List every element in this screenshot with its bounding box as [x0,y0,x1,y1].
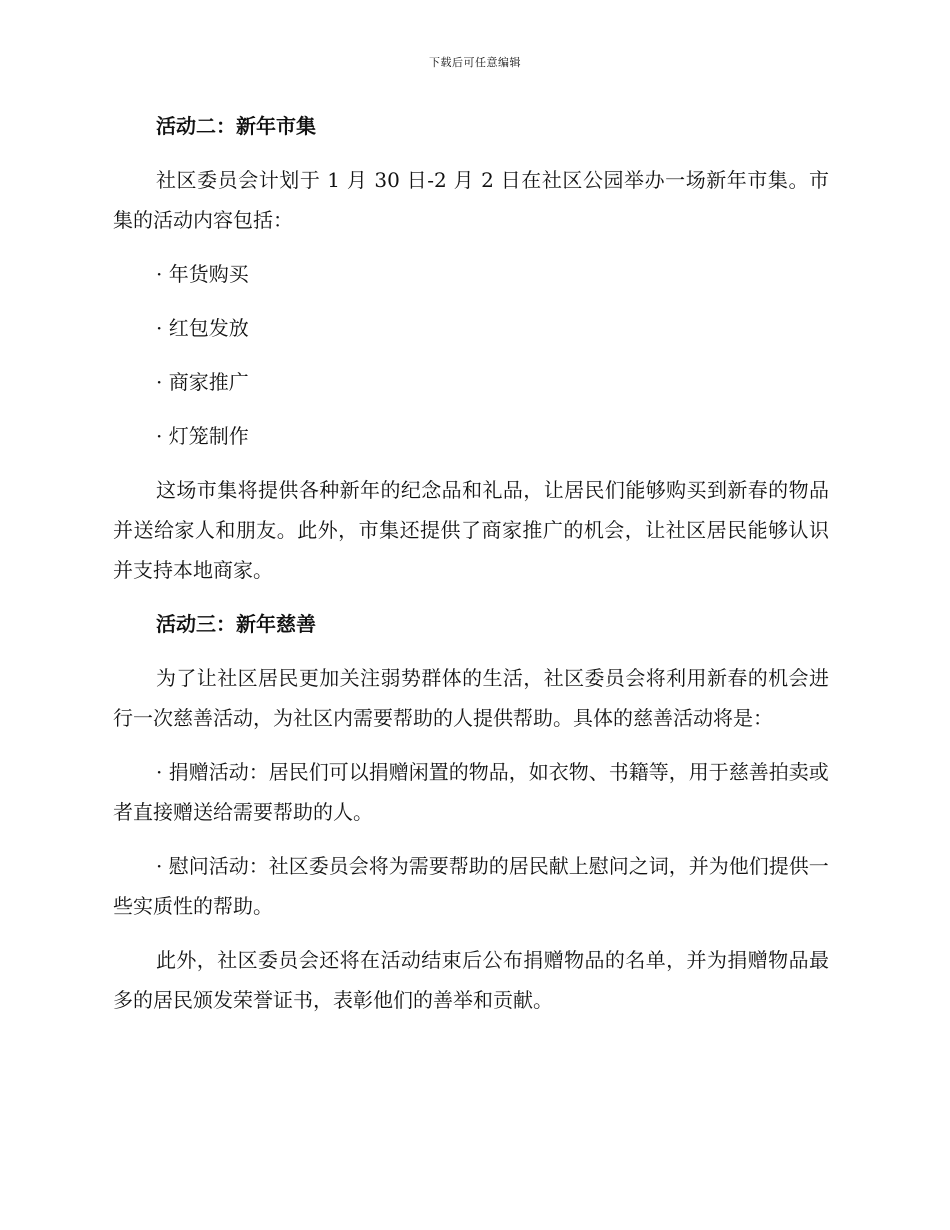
section-heading-market: 活动二：新年市集 [156,114,316,138]
charity-intro-paragraph: 为了让社区居民更加关注弱势群体的生活，社区委员会将利用新春的机会进行一次慈善活动，为社区内需要帮助的人提供帮助。具体的慈善活动将是： [113,666,829,730]
market-item-red-envelopes: · 红包发放 [156,316,249,340]
document-body [113,106,829,1034]
market-intro-paragraph: 社区委员会计划于 1 月 30 日-2 月 2 日在社区公园举办一场新年市集。市集的活动内容包括： [113,168,829,232]
page-header: 下载后可任意编辑 [429,56,521,69]
market-item-new-year-goods: · 年货购买 [156,262,249,286]
market-item-lantern-making: · 灯笼制作 [156,424,249,448]
charity-item-visits: · 慰问活动：社区委员会将为需要帮助的居民献上慰问之词，并为他们提供一些实质性的帮助。 [113,854,829,918]
charity-summary-paragraph: 此外，社区委员会还将在活动结束后公布捐赠物品的名单，并为捐赠物品最多的居民颁发荣誉证书，表彰他们的善举和贡献。 [113,948,829,1012]
section-heading-charity: 活动三：新年慈善 [156,612,316,636]
market-item-merchant-promotion: · 商家推广 [156,370,249,394]
market-summary-paragraph: 这场市集将提供各种新年的纪念品和礼品，让居民们能够购买到新春的物品并送给家人和朋友。此外，市集还提供了商家推广的机会，让社区居民能够认识并支持本地商家。 [113,478,829,582]
charity-item-donation: · 捐赠活动：居民们可以捐赠闲置的物品，如衣物、书籍等，用于慈善拍卖或者直接赠送给需要帮助的人。 [113,760,829,824]
